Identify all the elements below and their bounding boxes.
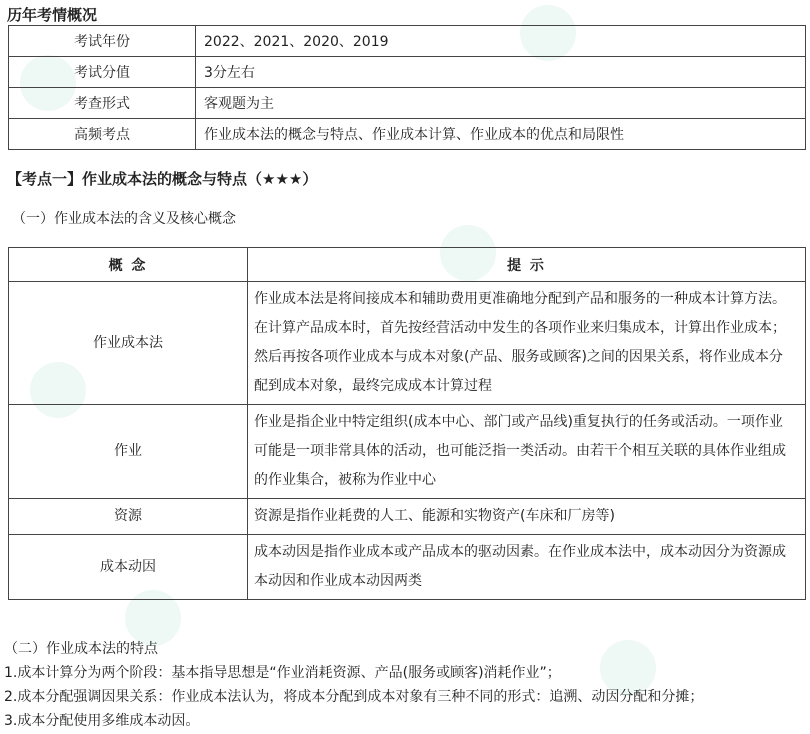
features-section [4,637,703,733]
overview-label: 考试年份 [9,26,196,57]
table-row [9,282,806,405]
features-title: （二）作业成本法的特点 [4,641,158,657]
subsection-heading: （一）作业成本法的含义及核心概念 [12,211,236,227]
table-header-row [9,248,806,282]
overview-value: 作业成本法的概念与特点、作业成本计算、作业成本的优点和局限性 [196,119,806,150]
concept-cell: 资源 [9,499,248,535]
hint-cell: 作业是指企业中特定组织(成本中心、部门或产品线)重复执行的任务或活动。一项作业可能是一项非常具体的活动，也可能泛指一类活动。由若干个相互关联的具体作业组成的作业集合，被称为作业中心 [248,405,806,499]
table-row [9,26,806,57]
exam-overview-table [8,25,806,150]
overview-label: 高频考点 [9,119,196,150]
concept-cell: 作业成本法 [9,282,248,405]
overview-value: 3分左右 [196,57,806,88]
overview-label: 考试分值 [9,57,196,88]
concept-table [8,247,806,600]
table-row [9,88,806,119]
concept-cell: 作业 [9,405,248,499]
feature-item: 2.成本分配强调因果关系：作业成本法认为，将成本分配到成本对象有三种不同的形式：追溯、动因分配和分摊； [4,689,704,705]
overview-title: 历年考情概况 [7,6,98,24]
overview-label: 考查形式 [9,88,196,119]
hint-cell: 作业成本法是将间接成本和辅助费用更准确地分配到产品和服务的一种成本计算方法。在计算产品成本时，首先按经营活动中发生的各项作业来归集成本，计算出作业成本；然后再按各项作业成本与成本对象(产品、服务或顾客)之间的因果关系，将作业成本分配到成本对象，最终完成成本计算过程 [248,282,806,405]
hint-cell: 资源是指作业耗费的人工、能源和实物资产(车床和厂房等) [248,499,806,535]
table-row [9,57,806,88]
table-row [9,405,806,499]
concept-cell: 成本动因 [9,535,248,600]
overview-value: 2022、2021、2020、2019 [196,26,806,57]
column-header-concept: 概 念 [9,248,248,282]
column-header-hint: 提 示 [248,248,806,282]
table-row [9,499,806,535]
table-row [9,535,806,600]
hint-cell: 成本动因是指作业成本或产品成本的驱动因素。在作业成本法中，成本动因分为资源成本动因和作业成本动因两类 [248,535,806,600]
point-heading: 【考点一】作业成本法的概念与特点（★★★） [7,170,318,188]
feature-item: 1.成本计算分为两个阶段：基本指导思想是“作业消耗资源、产品(服务或顾客)消耗作业”； [4,665,561,681]
overview-value: 客观题为主 [196,88,806,119]
feature-item: 3.成本分配使用多维成本动因。 [4,713,200,729]
table-row [9,119,806,150]
